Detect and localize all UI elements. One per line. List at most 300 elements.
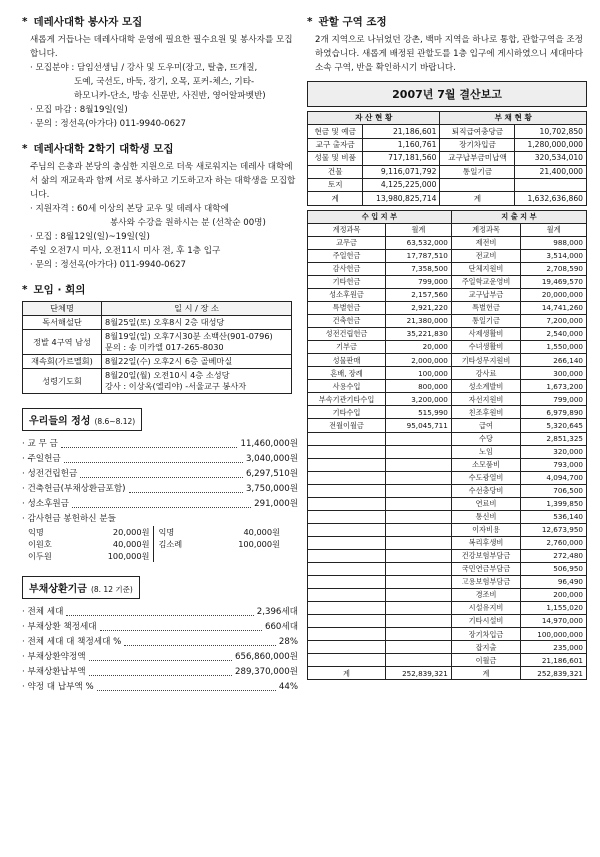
volunteer-deadline: · 모집 마감 : 8월19일(일) [30, 105, 128, 115]
item-value: 11,460,000원 [240, 439, 298, 449]
expense-amount: 200,000 [521, 589, 587, 602]
meeting-rows [23, 316, 292, 394]
list-item [22, 605, 298, 620]
income-account: 감사헌금 [308, 262, 386, 275]
income-amount [386, 589, 452, 602]
ie-row [308, 302, 587, 315]
expense-account: 기타성무지원비 [451, 354, 520, 367]
income-amount: 800,000 [386, 380, 452, 393]
ie-row [308, 497, 587, 510]
expense-amount: 1,155,020 [521, 602, 587, 615]
expense-amount: 2,540,000 [521, 328, 587, 341]
expense-account: 강사료 [451, 367, 520, 380]
meeting-head-group: 단체명 [23, 302, 102, 316]
ie-row [308, 471, 587, 484]
list-item [22, 620, 298, 635]
expense-amount: 96,490 [521, 576, 587, 589]
income-account: 기타헌금 [308, 275, 386, 288]
meeting-time [102, 369, 292, 394]
income-amount [386, 536, 452, 549]
meeting-group: 독서해설단 [23, 316, 102, 330]
expense-account: 수당 [451, 432, 520, 445]
right-column [307, 8, 587, 680]
expense-account: 수도광열비 [451, 471, 520, 484]
offerings-date: (8.6~8.12) [94, 417, 136, 426]
offerings-section [22, 408, 298, 562]
expense-amount: 1,550,000 [521, 341, 587, 354]
liability-label: 교구납부금미납액 [440, 152, 515, 165]
field-label: · 모집분야 : [30, 63, 78, 73]
ie-row [308, 654, 587, 667]
item-label: · 성전건립헌금 [22, 469, 78, 479]
ie-row [308, 249, 587, 262]
donor-table [26, 526, 282, 562]
item-label: · 성소후원금 [22, 499, 69, 509]
donor-row [26, 538, 282, 550]
income-amount: 100,000 [386, 367, 452, 380]
expense-account: 소모품비 [451, 458, 520, 471]
income-account [308, 641, 386, 654]
income-account [308, 536, 386, 549]
item-value: 656,860,000원 [235, 652, 298, 662]
district-body: 2개 지역으로 나뉘었던 강촌, 백마 지역을 하나로 통합, 관할구역을 조정하였습니다. 새롭게 배정된 관할도를 1층 입구에 게시하였으니 세대마다 소속 구역, 반을 확인하시기 바랍니다. [315, 35, 584, 73]
ie-row [308, 236, 587, 249]
list-item [22, 650, 298, 665]
donor-amount: 100,000원 [73, 550, 154, 562]
liability-value: 10,702,850 [515, 125, 587, 138]
asset-label: 계 [308, 192, 363, 205]
income-amount: 799,000 [386, 275, 452, 288]
item-label: · 부채상환 책정세대 [22, 622, 97, 632]
income-amount [386, 484, 452, 497]
income-account: 교무금 [308, 236, 386, 249]
ie-row [308, 536, 587, 549]
income-expense-table [307, 210, 587, 681]
debt-list [22, 605, 298, 695]
expense-account: 계 [451, 667, 520, 680]
meeting-row [23, 316, 292, 330]
dot-leader [124, 635, 276, 646]
donor-amount: 100,000원 [238, 539, 280, 549]
offerings-title: 우리들의 정성 [29, 416, 91, 427]
liability-label: 퇴직급여충당금 [440, 125, 515, 138]
income-amount [386, 576, 452, 589]
liability-label: 계 [440, 192, 515, 205]
income-account [308, 602, 386, 615]
item-value: 44% [278, 682, 298, 692]
ie-row [308, 549, 587, 562]
expense-amount: 3,514,000 [521, 249, 587, 262]
income-account [308, 628, 386, 641]
income-amount [386, 654, 452, 667]
list-item [22, 680, 298, 695]
item-value: 660세대 [264, 622, 298, 632]
expense-amount: 1,673,200 [521, 380, 587, 393]
meeting-group: 재속회(가르멜회) [23, 355, 102, 369]
meeting-row [23, 330, 292, 355]
income-amount: 20,000 [386, 341, 452, 354]
asset-value: 4,125,225,000 [363, 178, 440, 191]
income-account: 건축헌금 [308, 315, 386, 328]
star-icon: * [307, 16, 313, 28]
donor-name: 익명 [158, 527, 175, 537]
offerings-title-box [22, 408, 142, 431]
meeting-time [102, 316, 292, 330]
meeting-time [102, 330, 292, 355]
meeting-line1: 8월25일(토) 오후8시 2층 대성당 [105, 317, 225, 327]
item-label: · 전체 세대 [22, 607, 64, 617]
meeting-time [102, 355, 292, 369]
subhead-expense-account: 계정과목 [451, 223, 520, 236]
income-amount [386, 458, 452, 471]
income-amount: 515,990 [386, 406, 452, 419]
income-account: 주일헌금 [308, 249, 386, 262]
volunteer-contact: · 문의 : 정선옥(아가다) 011-9940-0627 [30, 119, 187, 129]
income-amount: 35,221,830 [386, 328, 452, 341]
expense-amount: 4,094,700 [521, 471, 587, 484]
liability-value: 1,632,636,860 [515, 192, 587, 205]
meeting-row [23, 355, 292, 369]
income-account: 성전건립헌금 [308, 328, 386, 341]
item-value: 3,750,000원 [245, 484, 298, 494]
income-amount: 2,921,220 [386, 302, 452, 315]
donor-amount: 20,000원 [73, 526, 154, 538]
liability-value: 320,534,010 [515, 152, 587, 165]
volunteer-intro: 새롭게 거듭나는 데레사대학 운영에 필요한 필수요원 및 봉사자를 모집합니다. [30, 35, 293, 59]
income-amount: 3,200,000 [386, 393, 452, 406]
income-amount: 7,358,500 [386, 262, 452, 275]
meeting-line1: 8월22일(수) 오후2시 6층 골베마실 [105, 356, 233, 366]
thanks-label: · 감사헌금 봉헌하신 분들 [22, 514, 116, 524]
left-column [22, 8, 298, 695]
item-value: 28% [278, 637, 298, 647]
income-amount [386, 641, 452, 654]
expense-amount: 14,741,260 [521, 302, 587, 315]
ie-row [308, 367, 587, 380]
expense-account: 노임 [451, 445, 520, 458]
balance-head-row [308, 112, 587, 125]
expense-account: 국민연금부담금 [451, 563, 520, 576]
donor-amount [205, 550, 282, 562]
item-label: · 부채상환약정액 [22, 652, 86, 662]
income-account [308, 432, 386, 445]
ie-row [308, 484, 587, 497]
ie-subhead-row [308, 223, 587, 236]
income-account: 특별헌금 [308, 302, 386, 315]
income-account [308, 471, 386, 484]
income-account [308, 589, 386, 602]
field-line3: 하모니카-단소, 방송 신문반, 사진반, 영어알파벳반) [74, 91, 266, 101]
report-title: 2007년 7월 결산보고 [307, 81, 587, 107]
list-item [22, 482, 298, 497]
liability-label: 장기차입금 [440, 138, 515, 151]
list-item [22, 467, 298, 482]
income-account [308, 510, 386, 523]
balance-row [308, 165, 587, 178]
income-amount [386, 510, 452, 523]
income-account: 성소후원금 [308, 289, 386, 302]
ie-row [308, 615, 587, 628]
income-account: 기부금 [308, 341, 386, 354]
income-amount [386, 549, 452, 562]
expense-account: 주일학교운영비 [451, 275, 520, 288]
item-label: · 부채상환납부액 [22, 667, 86, 677]
expense-amount: 100,000,000 [521, 628, 587, 641]
meeting-group: 정발 4구역 남성 [23, 330, 102, 355]
expense-account: 제전비 [451, 236, 520, 249]
expense-account: 기타시설비 [451, 615, 520, 628]
income-amount: 95,045,711 [386, 419, 452, 432]
volunteer-section [22, 14, 298, 131]
dot-leader [66, 605, 253, 616]
income-account [308, 445, 386, 458]
expense-account: 고용보험부담금 [451, 576, 520, 589]
offerings-list [22, 437, 298, 512]
income-account: 계 [308, 667, 386, 680]
expense-amount: 793,000 [521, 458, 587, 471]
expense-account: 장기차입금 [451, 628, 520, 641]
income-account: 사용수입 [308, 380, 386, 393]
item-label: · 교 무 금 [22, 439, 58, 449]
dot-leader [80, 467, 243, 478]
expense-amount: 1,399,850 [521, 497, 587, 510]
expense-account: 경조비 [451, 589, 520, 602]
meeting-title: 모임 · 회의 [33, 284, 86, 296]
field-line2: 도예, 국선도, 바둑, 장기, 오목, 포커-체스, 기타- [74, 77, 255, 87]
income-account: 전월이월금 [308, 419, 386, 432]
subhead-expense-month: 월계 [521, 223, 587, 236]
expense-amount: 706,500 [521, 484, 587, 497]
expense-account: 단체지원비 [451, 262, 520, 275]
donor-amount: 40,000원 [73, 538, 154, 550]
expense-account: 통신비 [451, 510, 520, 523]
income-account [308, 549, 386, 562]
debt-title: 부채상환기금 [29, 584, 87, 595]
balance-table [307, 111, 587, 206]
list-item [22, 452, 298, 467]
income-amount: 17,787,510 [386, 249, 452, 262]
college-qual-line2: 봉사와 수강을 원하시는 분 (선착순 00명) [110, 218, 266, 228]
balance-row [308, 192, 587, 205]
ie-row [308, 510, 587, 523]
income-account: 혼배, 장례 [308, 367, 386, 380]
district-section [307, 14, 587, 75]
donor-name: 익명 [28, 527, 44, 537]
meeting-table [22, 301, 292, 394]
expense-account: 자선지원비 [451, 393, 520, 406]
liability-value: 1,280,000,000 [515, 138, 587, 151]
expense-account: 수선충당비 [451, 484, 520, 497]
expense-amount: 320,000 [521, 445, 587, 458]
ie-head-row [308, 210, 587, 223]
item-value: 291,000원 [254, 499, 298, 509]
ie-row [308, 589, 587, 602]
dot-leader [97, 680, 276, 691]
expense-account: 성소계발비 [451, 380, 520, 393]
item-value: 2,396세대 [256, 607, 298, 617]
meeting-head-row [23, 302, 292, 316]
list-item [22, 437, 298, 452]
balance-row [308, 178, 587, 191]
list-item [22, 635, 298, 650]
donor-amount: 40,000원 [243, 527, 280, 537]
income-amount [386, 628, 452, 641]
debt-section [22, 576, 298, 695]
ie-row [308, 432, 587, 445]
liability-label: 통일기금 [440, 165, 515, 178]
donor-row [26, 550, 282, 562]
income-account [308, 654, 386, 667]
income-amount [386, 602, 452, 615]
expense-amount: 536,140 [521, 510, 587, 523]
expense-amount: 2,851,325 [521, 432, 587, 445]
dot-leader [129, 482, 243, 493]
donor-name: 김소례 [158, 539, 183, 549]
ie-row [308, 628, 587, 641]
expense-amount: 300,000 [521, 367, 587, 380]
expense-amount: 272,480 [521, 549, 587, 562]
income-amount: 21,380,000 [386, 315, 452, 328]
ie-row [308, 328, 587, 341]
expense-account: 교구납부금 [451, 289, 520, 302]
item-label: · 약정 대 납부액 % [22, 682, 94, 692]
expense-account: 전교비 [451, 249, 520, 262]
ie-row [308, 602, 587, 615]
expense-amount: 2,760,000 [521, 536, 587, 549]
dot-leader [72, 497, 251, 508]
asset-value: 9,116,071,792 [363, 165, 440, 178]
expense-amount: 252,839,321 [521, 667, 587, 680]
meeting-line1: 8월20일(월) 오전10시 4층 소성당 [105, 370, 230, 380]
expense-account: 급여 [451, 419, 520, 432]
balance-row [308, 125, 587, 138]
meeting-head-time: 일 시 / 장 소 [102, 302, 292, 316]
asset-label: 교구 출자금 [308, 138, 363, 151]
expense-account: 사제생활비 [451, 328, 520, 341]
income-amount [386, 445, 452, 458]
income-account: 부속기관기타수입 [308, 393, 386, 406]
asset-label: 성물 및 비품 [308, 152, 363, 165]
balance-row [308, 152, 587, 165]
income-account [308, 497, 386, 510]
income-account: 기타수입 [308, 406, 386, 419]
ie-row [308, 667, 587, 680]
ie-row [308, 576, 587, 589]
expense-account: 수녀생활비 [451, 341, 520, 354]
expense-account: 통일기금 [451, 315, 520, 328]
item-value: 6,297,510원 [245, 469, 298, 479]
expense-amount: 266,140 [521, 354, 587, 367]
expense-account: 이월금 [451, 654, 520, 667]
dot-leader [61, 437, 238, 448]
dot-leader [100, 620, 262, 631]
liab-head: 부 채 현 황 [440, 112, 587, 125]
dot-leader [89, 665, 232, 676]
college-title: 데레사대학 2학기 대학생 모집 [33, 143, 174, 155]
liability-value [515, 178, 587, 191]
item-value: 289,370,000원 [235, 667, 298, 677]
donor-name: 이원호 [28, 539, 52, 549]
expense-account: 시설유지비 [451, 602, 520, 615]
item-value: 3,040,000원 [245, 454, 298, 464]
ie-row [308, 563, 587, 576]
expense-amount: 6,979,890 [521, 406, 587, 419]
expense-account: 이자비용 [451, 523, 520, 536]
liability-value: 21,400,000 [515, 165, 587, 178]
income-account [308, 576, 386, 589]
expense-amount: 20,000,000 [521, 289, 587, 302]
assets-head: 자 산 현 황 [308, 112, 440, 125]
expense-amount: 988,000 [521, 236, 587, 249]
donor-name [154, 550, 205, 562]
expense-account: 친조후원비 [451, 406, 520, 419]
star-icon: * [22, 143, 28, 155]
income-amount [386, 563, 452, 576]
donor-row [26, 526, 282, 538]
donor-name: 이두원 [28, 551, 52, 561]
meeting-group: 성령기도회 [23, 369, 102, 394]
income-amount: 63,532,000 [386, 236, 452, 249]
ie-row [308, 406, 587, 419]
expense-account: 특별헌금 [451, 302, 520, 315]
expense-account: 복리후생비 [451, 536, 520, 549]
expense-account: 잡지출 [451, 641, 520, 654]
meeting-section [22, 282, 298, 394]
list-item [22, 665, 298, 680]
income-amount [386, 523, 452, 536]
item-label: · 건축헌금(부채상환금포함) [22, 484, 126, 494]
college-place: 주일 오전7시 미사, 오전11시 미사 전, 후 1층 입구 [30, 246, 221, 256]
income-account [308, 484, 386, 497]
college-contact: · 문의 : 정선옥(아가다) 011-9940-0627 [30, 260, 187, 270]
income-head: 수 입 지 부 [308, 210, 452, 223]
income-amount: 2,157,560 [386, 289, 452, 302]
subhead-income-account: 계정과목 [308, 223, 386, 236]
income-amount [386, 615, 452, 628]
balance-row [308, 138, 587, 151]
expense-amount: 799,000 [521, 393, 587, 406]
ie-row [308, 458, 587, 471]
asset-value: 21,186,601 [363, 125, 440, 138]
expense-amount: 5,320,645 [521, 419, 587, 432]
income-amount [386, 471, 452, 484]
expense-head: 지 출 지 부 [451, 210, 586, 223]
asset-value: 13,980,825,714 [363, 192, 440, 205]
income-amount: 252,839,321 [386, 667, 452, 680]
meeting-line2: 문의 : 송 미카엘 017-265-8030 [105, 342, 224, 352]
income-amount [386, 432, 452, 445]
list-item [22, 497, 298, 512]
income-amount: 2,000,000 [386, 354, 452, 367]
expense-amount: 19,469,570 [521, 275, 587, 288]
subhead-income-month: 월계 [386, 223, 452, 236]
income-account [308, 458, 386, 471]
college-qual-line1: · 지원자격 : 60세 이상의 본당 교우 및 데레사 대학에 [30, 204, 229, 214]
college-section [22, 141, 298, 272]
star-icon: * [22, 284, 28, 296]
ie-row [308, 641, 587, 654]
ie-row [308, 445, 587, 458]
debt-title-box [22, 576, 140, 599]
asset-value: 1,160,761 [363, 138, 440, 151]
ie-row [308, 393, 587, 406]
item-label: · 전체 세대 대 책정세대 % [22, 637, 122, 647]
dot-leader [89, 650, 232, 661]
expense-amount: 506,950 [521, 563, 587, 576]
ie-row [308, 275, 587, 288]
ie-row [308, 341, 587, 354]
college-period: · 모집 : 8월12일(일)~19일(일) [30, 232, 150, 242]
